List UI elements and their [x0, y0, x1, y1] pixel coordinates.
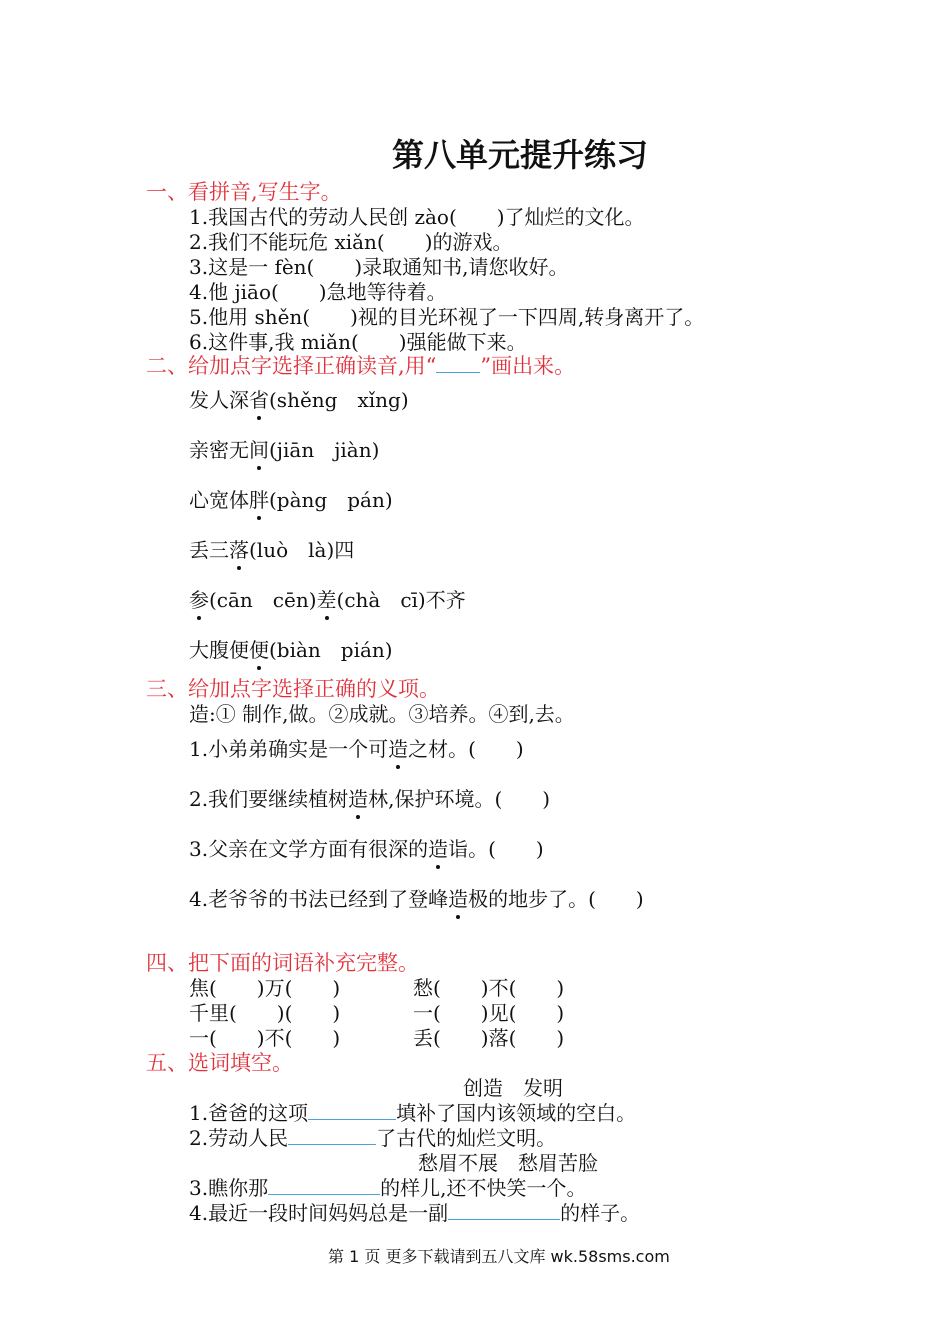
s2-item-6-dotted: 便 — [249, 634, 269, 663]
s2-item-5-dotted-2: 差 — [317, 584, 337, 613]
s3-item-2-text: 2.我们要继续植树 — [189, 787, 349, 811]
s2-item-3-options: (pàng pán) — [269, 488, 393, 512]
s3-item-4 — [189, 883, 644, 912]
answer-blank[interactable] — [268, 1193, 380, 1195]
s4-row-1-left: 焦( )万( ) — [189, 976, 341, 1000]
s2-item-5-options-1: (cān cēn) — [209, 588, 317, 612]
s3-item-3 — [189, 833, 544, 862]
s3-item-2-dotted: 造 — [348, 783, 368, 812]
s2-item-6-text: 大腹便 — [189, 638, 249, 662]
s2-item-5-dotted-1: 参 — [189, 584, 209, 613]
s5-item-4 — [189, 1197, 640, 1226]
s2-item-4-dotted: 落 — [229, 534, 249, 563]
s1-item-3: 3.这是一 fèn( )录取通知书,请您收好。 — [189, 255, 569, 279]
s3-item-3-dotted: 造 — [428, 833, 448, 862]
s2-item-5-options-2: (chà cī)不齐 — [336, 588, 466, 612]
s2-item-4-text: 丢三 — [189, 538, 229, 562]
answer-blank[interactable] — [448, 1218, 560, 1220]
s2-heading-pre: 二、给加点字选择正确读音,用“ — [146, 354, 437, 378]
s1-item-5: 5.他用 shěn( )视的目光环视了一下四周,转身离开了。 — [189, 305, 705, 329]
section-3-heading: 三、给加点字选择正确的义项。 — [146, 677, 440, 701]
s2-item-6-options: (biàn pián) — [269, 638, 393, 662]
s5-item-2-text: 2.劳动人民 — [189, 1126, 289, 1150]
s3-item-2-rest: 林,保护环境。( ) — [368, 787, 551, 811]
page-footer: 第 1 页 更多下载请到五八文库 wk.58sms.com — [328, 1247, 670, 1266]
s1-item-1: 1.我国古代的劳动人民创 zào( )了灿烂的文化。 — [189, 205, 645, 229]
section-4-heading: 四、把下面的词语补充完整。 — [146, 951, 419, 975]
s2-item-6 — [189, 634, 393, 663]
s3-item-1 — [189, 733, 524, 762]
s2-item-1-text: 发人深 — [189, 388, 249, 412]
s2-item-2-options: (jiān jiàn) — [269, 438, 380, 462]
s5-item-4-text: 4.最近一段时间妈妈总是一副 — [189, 1201, 449, 1225]
page-title: 第八单元提升练习 — [392, 136, 649, 174]
s3-definitions: 造:① 制作,做。②成就。③培养。④到,去。 — [189, 702, 575, 726]
s2-heading-post: ”画出来。 — [480, 354, 576, 378]
s5-item-1-rest: 填补了国内该领域的空白。 — [396, 1101, 637, 1125]
s1-item-6: 6.这件事,我 miǎn( )强能做下来。 — [189, 330, 527, 354]
s4-row-1-right: 愁( )不( ) — [413, 976, 565, 1000]
s3-item-3-rest: 诣。( ) — [448, 837, 544, 861]
s2-item-4 — [189, 534, 354, 563]
s2-item-3-dotted: 胖 — [249, 484, 269, 513]
s2-item-2-text: 亲密无 — [189, 438, 249, 462]
s4-row-2-right: 一( )见( ) — [413, 1001, 565, 1025]
underline-sample — [436, 371, 480, 373]
s3-item-4-dotted: 造 — [448, 883, 468, 912]
s2-item-2-dotted: 间 — [249, 434, 269, 463]
s2-item-3-text: 心宽体 — [189, 488, 249, 512]
s5-item-3-text: 3.瞧你那 — [189, 1176, 269, 1200]
s5-item-3-rest: 的样儿,还不快笑一个。 — [380, 1176, 587, 1200]
s3-item-4-rest: 极的地步了。( ) — [468, 887, 644, 911]
s4-row-3-right: 丢( )落( ) — [413, 1026, 565, 1050]
s5-word-options-1: 创造 发明 — [463, 1076, 563, 1100]
answer-blank[interactable] — [288, 1143, 376, 1145]
s3-item-1-dotted: 造 — [388, 733, 408, 762]
s1-item-2: 2.我们不能玩危 xiǎn( )的游戏。 — [189, 230, 513, 254]
s2-item-2 — [189, 434, 379, 463]
s2-item-1-dotted: 省 — [249, 384, 269, 413]
answer-blank[interactable] — [308, 1118, 396, 1120]
s2-item-5 — [189, 584, 466, 613]
s4-row-3-left: 一( )不( ) — [189, 1026, 341, 1050]
s1-item-4: 4.他 jiāo( )急地等待着。 — [189, 280, 447, 304]
s4-row-2-left: 千里( )( ) — [189, 1001, 341, 1025]
s3-item-1-text: 1.小弟弟确实是一个可 — [189, 737, 389, 761]
section-2-heading — [146, 350, 575, 380]
s5-item-4-rest: 的样子。 — [560, 1201, 641, 1225]
s3-item-4-text: 4.老爷爷的书法已经到了登峰 — [189, 887, 449, 911]
section-5-heading: 五、选词填空。 — [146, 1051, 293, 1075]
s2-item-1 — [189, 384, 409, 413]
s2-item-1-options: (shěng xǐng) — [269, 388, 409, 412]
s2-item-4-options: (luò là)四 — [249, 538, 355, 562]
s5-word-options-2: 愁眉不展 愁眉苦脸 — [418, 1151, 598, 1175]
s5-item-2-rest: 了古代的灿烂文明。 — [376, 1126, 557, 1150]
s3-item-2 — [189, 783, 550, 812]
section-1-heading: 一、看拼音,写生字。 — [146, 180, 342, 204]
s3-item-1-rest: 之材。( ) — [408, 737, 524, 761]
s5-item-1-text: 1.爸爸的这项 — [189, 1101, 309, 1125]
s3-item-3-text: 3.父亲在文学方面有很深的 — [189, 837, 429, 861]
s2-item-3 — [189, 484, 393, 513]
